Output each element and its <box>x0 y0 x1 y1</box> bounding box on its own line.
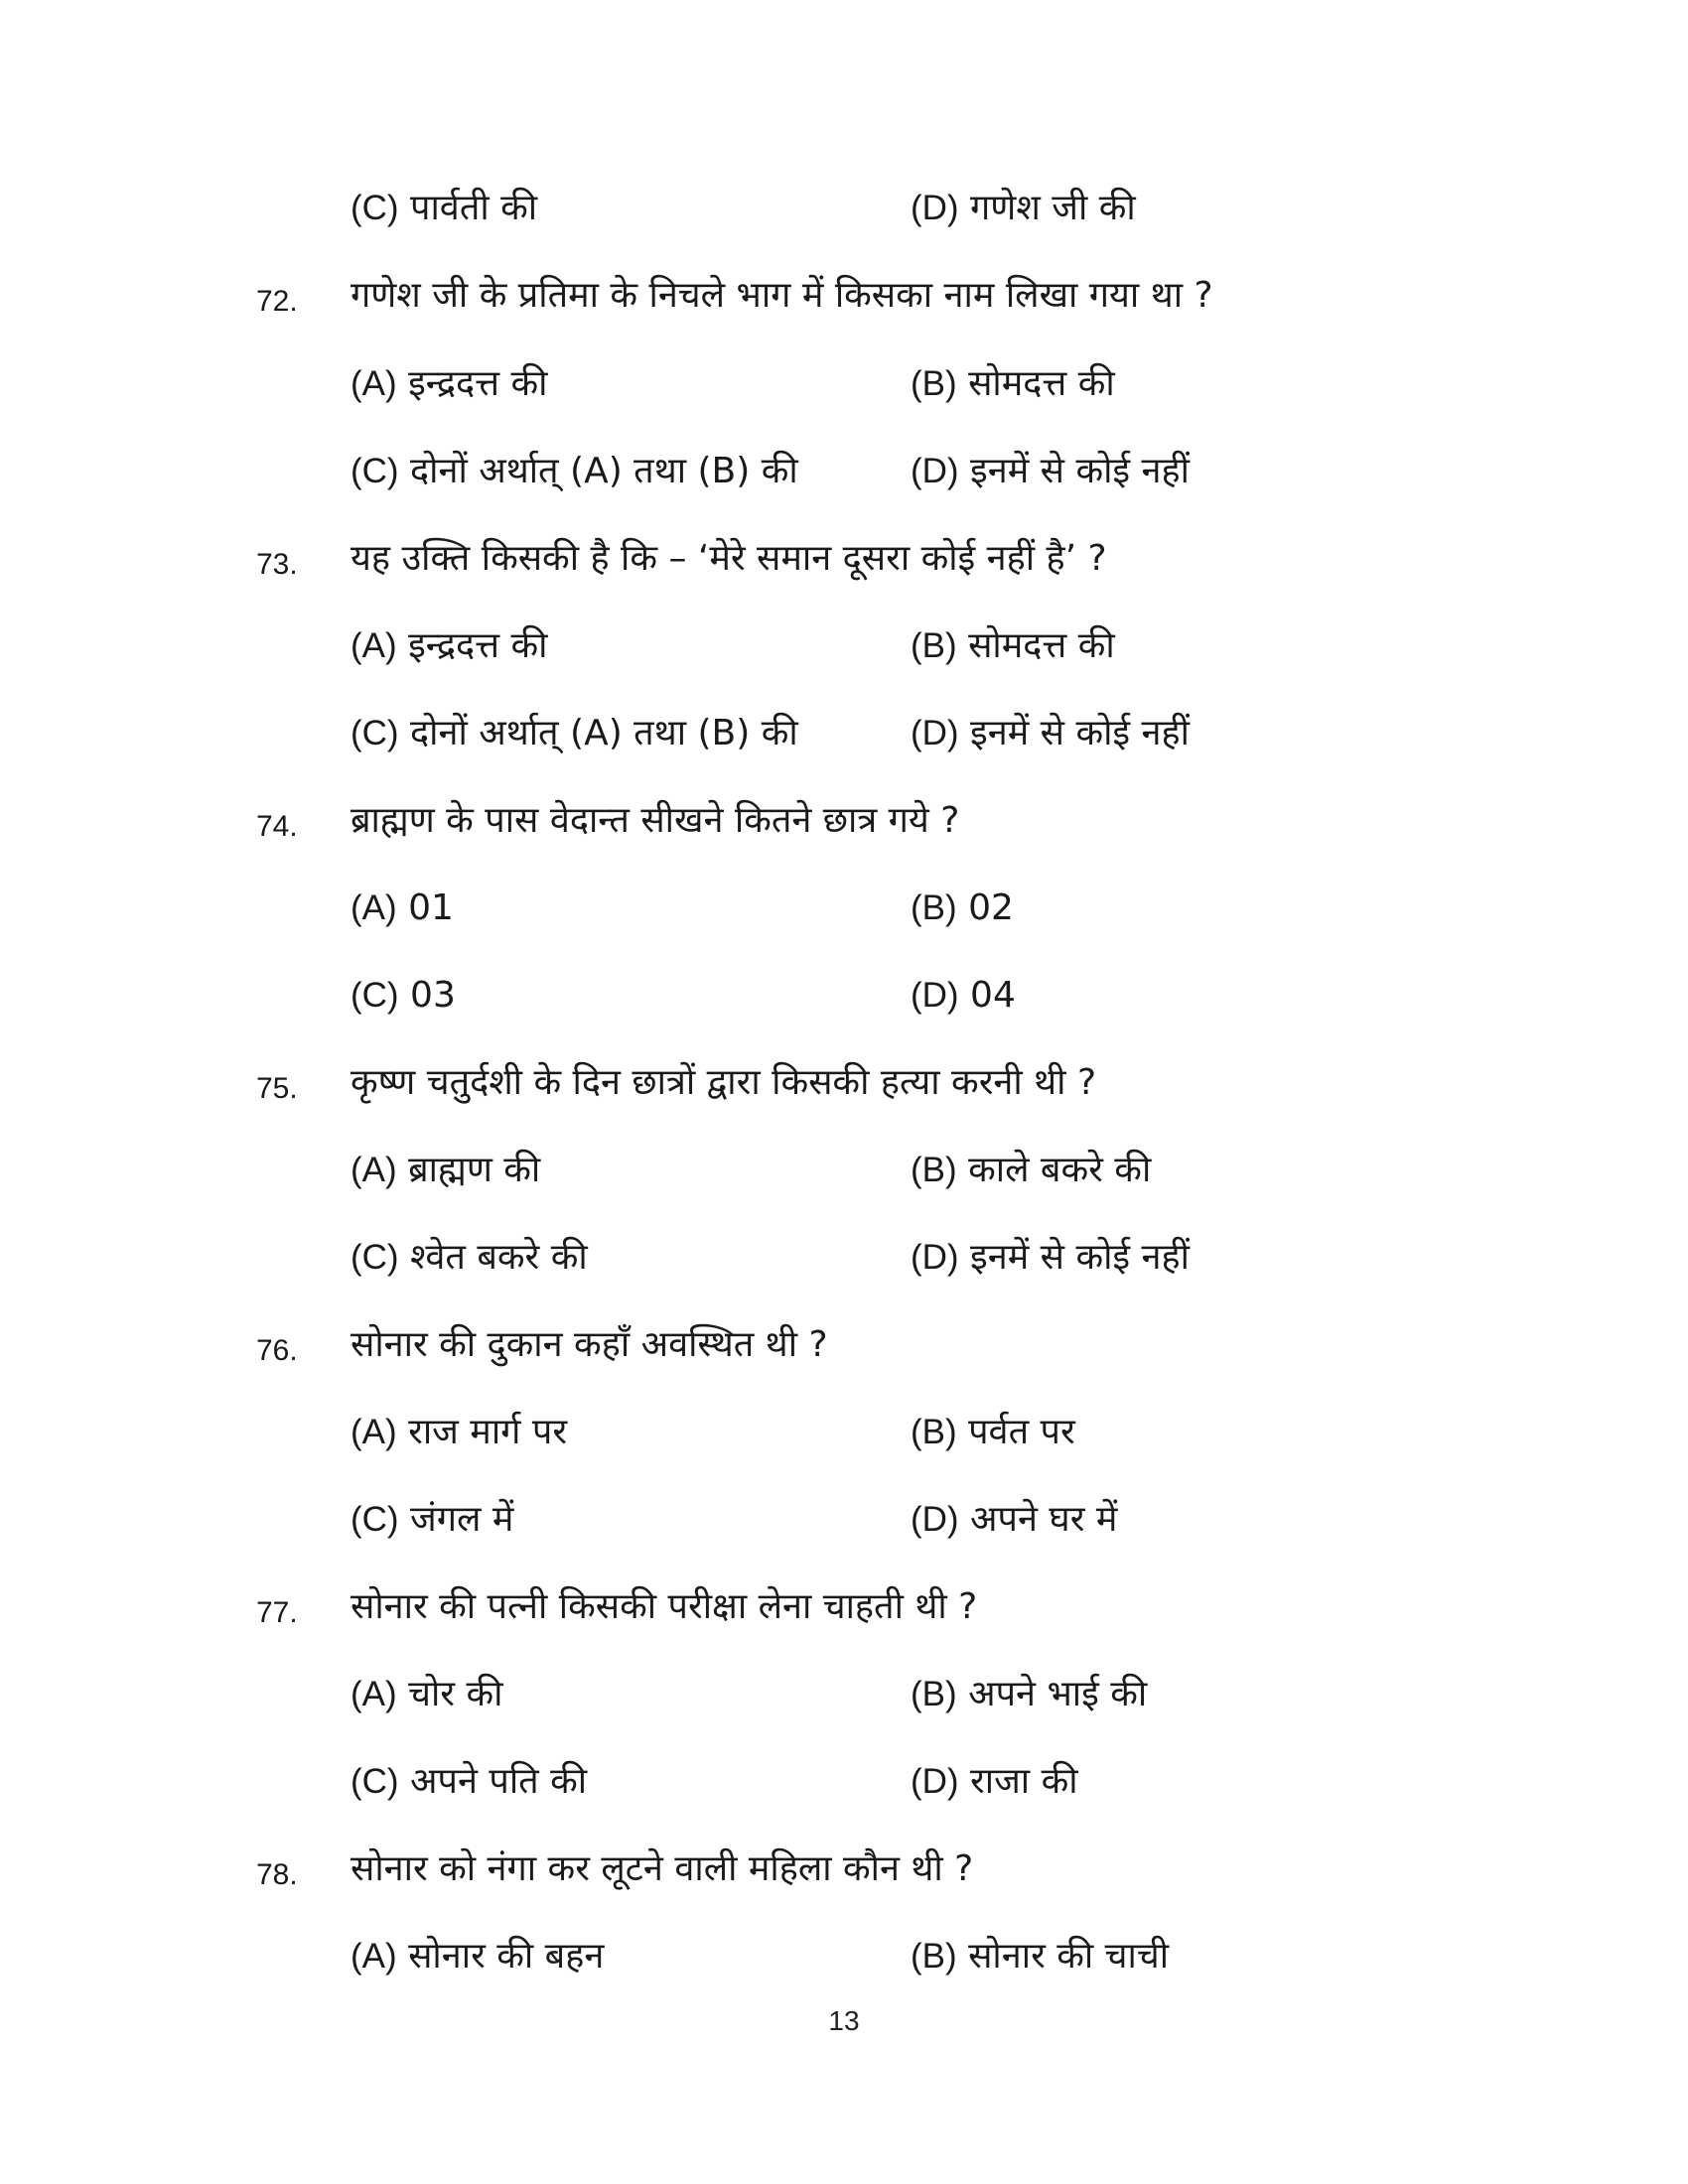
question-number: 78. <box>256 1858 298 1891</box>
option-a: (A) सोनार की बहन <box>351 1936 605 1977</box>
option-d: (D) 04 <box>911 975 1016 1016</box>
option-c: (C) दोनों अर्थात् (A) तथा (B) की <box>351 451 798 491</box>
option-row <box>0 1752 1688 1812</box>
page-number: 13 <box>828 2005 860 2036</box>
question-74 <box>0 791 1688 851</box>
option-a: (A) चोर की <box>351 1674 503 1714</box>
option-d: (D) इनमें से कोई नहीं <box>911 1237 1190 1278</box>
question-76 <box>0 1315 1688 1375</box>
option-a: (A) 01 <box>351 887 454 928</box>
option-b: (B) सोमदत्त की <box>911 625 1115 666</box>
question-number: 77. <box>256 1596 298 1629</box>
option-row <box>0 1403 1688 1462</box>
option-row <box>0 1228 1688 1288</box>
option-a: (A) इन्द्रदत्त की <box>351 363 548 404</box>
question-text: ब्राह्मण के पास वेदान्त सीखने कितने छात्र गये ? <box>351 800 960 841</box>
option-b: (B) 02 <box>911 887 1014 928</box>
option-b: (B) अपने भाई की <box>911 1674 1148 1714</box>
option-row <box>0 966 1688 1025</box>
question-number: 73. <box>256 548 298 581</box>
option-c: (C) पार्वती की <box>351 188 538 228</box>
question-75 <box>0 1053 1688 1113</box>
option-a: (A) राज मार्ग पर <box>351 1412 568 1452</box>
option-b: (B) सोनार की चाची <box>911 1936 1170 1977</box>
option-c: (C) दोनों अर्थात् (A) तथा (B) की <box>351 713 798 753</box>
option-b: (B) काले बकरे की <box>911 1150 1152 1190</box>
question-77 <box>0 1577 1688 1637</box>
question-73 <box>0 529 1688 589</box>
option-a: (A) ब्राह्मण की <box>351 1150 541 1190</box>
option-row <box>0 1141 1688 1200</box>
question-text: सोनार की दुकान कहाँ अवस्थित थी ? <box>351 1324 828 1365</box>
question-78 <box>0 1840 1688 1899</box>
option-row <box>0 354 1688 414</box>
option-row <box>0 179 1688 238</box>
option-c: (C) श्वेत बकरे की <box>351 1237 588 1278</box>
question-number: 76. <box>256 1334 298 1367</box>
option-d: (D) इनमें से कोई नहीं <box>911 451 1190 491</box>
option-d: (D) अपने घर में <box>911 1499 1118 1540</box>
question-number: 74. <box>256 810 298 843</box>
option-row <box>0 1927 1688 1986</box>
option-d: (D) इनमें से कोई नहीं <box>911 713 1190 753</box>
question-72 <box>0 266 1688 326</box>
option-b: (B) सोमदत्त की <box>911 363 1115 404</box>
option-c: (C) अपने पति की <box>351 1761 588 1802</box>
option-a: (A) इन्द्रदत्त की <box>351 625 548 666</box>
question-number: 75. <box>256 1072 298 1105</box>
option-row <box>0 704 1688 763</box>
option-d: (D) गणेश जी की <box>911 188 1136 228</box>
option-d: (D) राजा की <box>911 1761 1078 1802</box>
question-text: सोनार की पत्नी किसकी परीक्षा लेना चाहती थी ? <box>351 1586 978 1627</box>
option-b: (B) पर्वत पर <box>911 1412 1075 1452</box>
option-row <box>0 616 1688 676</box>
option-row <box>0 879 1688 938</box>
option-c: (C) जंगल में <box>351 1499 514 1540</box>
option-row <box>0 442 1688 501</box>
option-row <box>0 1490 1688 1550</box>
question-text: गणेश जी के प्रतिमा के निचले भाग में किसका नाम लिखा गया था ? <box>351 275 1213 316</box>
option-c: (C) 03 <box>351 975 456 1016</box>
question-text: सोनार को नंगा कर लूटने वाली महिला कौन थी ? <box>351 1848 974 1889</box>
option-row <box>0 1665 1688 1724</box>
question-text: कृष्ण चतुर्दशी के दिन छात्रों द्वारा किसकी हत्या करनी थी ? <box>351 1062 1097 1103</box>
question-text: यह उक्ति किसकी है कि – ‘मेरे समान दूसरा कोई नहीं है’ ? <box>351 538 1107 579</box>
question-number: 72. <box>256 285 298 318</box>
